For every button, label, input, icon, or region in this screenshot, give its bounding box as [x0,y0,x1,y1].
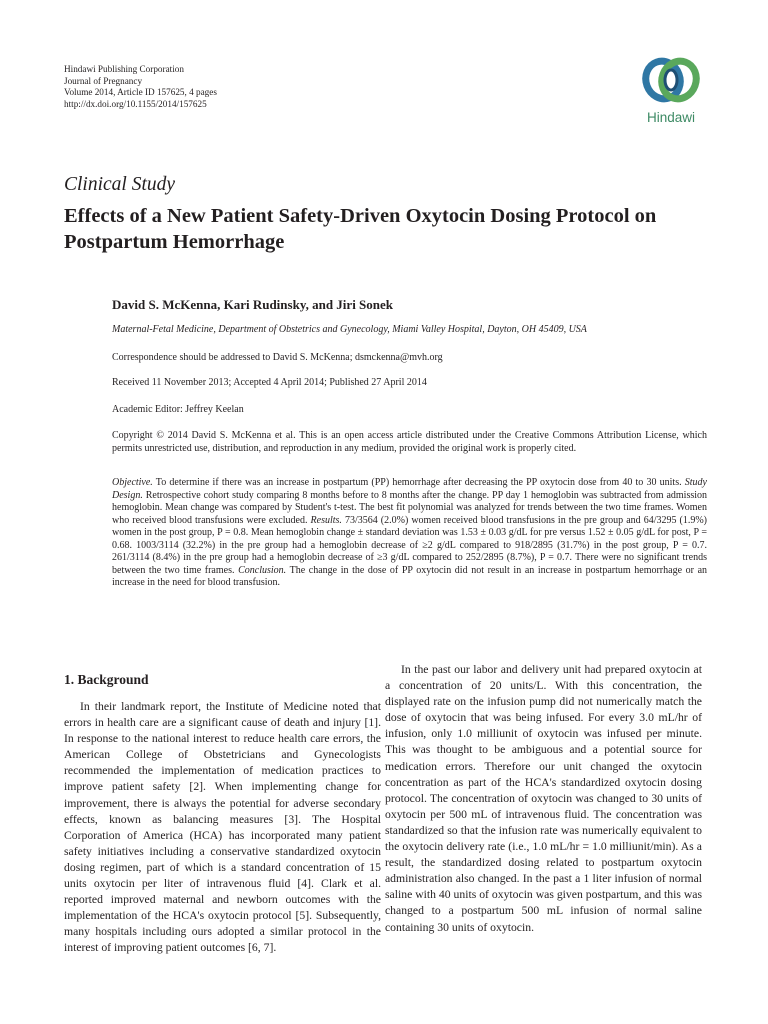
correspondence: Correspondence should be addressed to David S. McKenna; dsmckenna@mvh.org [112,352,443,363]
abstract-objective-label: Objective. [112,477,153,488]
logo-text: Hindawi [646,110,696,125]
abstract-design-label: Study Design. [112,477,707,501]
hindawi-rings-icon [636,52,706,108]
hindawi-logo [636,52,706,142]
affiliation: Maternal-Fetal Medicine, Department of Obstetrics and Gynecology, Miami Valley Hospital, Dayton, OH 45409, USA [112,324,587,335]
abstract-results: 73/3564 (2.0%) women received blood transfusions in the pre group and 64/3295 (1.9%) women in the post group, P = 0.8. Mean hemoglobin change ± standard deviation was 1.53 ± 0.03 g/dL for pre versus 1.52 ± 0.05 g/dL for post, P = 0.68. 1003/3114 (32.2%) in the pre group had a hemoglobin decrease of ≥2 g/dL compared to 918/2895 (31.7%) in the post group, P = 0.7. 261/3114 (8.4%) in the pre group had a hemoglobin decrease of ≥3 g/dL compared to 252/2895 (8.7%), P = 0.7. There were no significant trends between the two time frames. [112,514,708,576]
authors: David S. McKenna, Kari Rudinsky, and Jiri Sonek [112,297,394,312]
academic-editor: Academic Editor: Jeffrey Keelan [112,404,244,415]
section-heading: 1. Background [64,672,149,687]
body-paragraph: In the past our labor and delivery unit had prepared oxytocin at a concentration of 20 units/L. With this concentration, the displayed rate on the infusion pump did not numerically match the dose of oxytocin that was being infused. For every 3.0 mL/hr of infusion, only 1.0 milliunit of oxytocin was infused per minute. This was thought to be ambiguous and a potential source for medication errors. Therefore our unit changed the oxytocin concentration as part of the HCA's standardized oxytocin dosing protocol. The concentration of oxytocin was changed to 30 units of oxytocin per 500 mL of intravenous fluid. The concentration was standardized so that the infusion rate was numerically equivalent to the oxytocin delivery rate (i.e., 1.0 mL/hr = 1.0 milliunit/min). As a result, the standardized dosing related to postpartum oxytocin administration also changed. In the past a 1 liter infusion of normal saline with 40 units of oxytocin was given postpartum, and this was changed to a postpartum 500 mL infusion of normal saline containing 30 units of oxytocin. [385,663,702,934]
body-column-left [64,699,381,957]
body-column-right [385,662,702,936]
abstract-conclusion-label: Conclusion. [238,564,287,576]
abstract-design: Retrospective cohort study comparing 8 months before to 8 months after the change. PP day 1 hemoglobin was subtracted from admission hemoglobin. Mean change was compared by Student's t-test. The best fit polynomial was analyzed for trends between the two time frames. Women who received blood transfusions were excluded. [112,489,707,526]
abstract-conclusion: The change in the dose of PP oxytocin did not result in an increase in postpartum hemorrhage or an increase in the need for blood transfusion. [112,564,708,588]
article-type: Clinical Study [64,174,176,195]
copyright-notice: Copyright © 2014 David S. McKenna et al. This is an open access article distributed under the Creative Commons Attribution License, which permits unrestricted use, distribution, and reproduction in any medium, provided the original work is properly cited. [112,430,707,454]
publication-dates: Received 11 November 2013; Accepted 4 April 2014; Published 27 April 2014 [112,377,427,388]
article-title: Effects of a New Patient Safety-Driven Oxytocin Dosing Protocol on Postpartum Hemorrhage [64,205,657,253]
abstract-objective: To determine if there was an increase in postpartum (PP) hemorrhage after decreasing the PP oxytocin dose from 40 to 30 units. [152,477,685,488]
publication-info [64,64,217,110]
abstract-results-label: Results. [310,514,342,526]
publisher-name: Hindawi Publishing Corporation [64,64,184,74]
journal-name: Journal of Pregnancy [64,75,143,86]
volume-info: Volume 2014, Article ID 157625, 4 pages [64,87,217,98]
doi-link[interactable]: http://dx.doi.org/10.1155/2014/157625 [64,98,207,109]
body-paragraph: In their landmark report, the Institute of Medicine noted that errors in health care are a significant cause of death and injury [1]. In response to the national interest to reduce health care errors, the American College of Obstetricians and Gynecologists recommended the implementation of medication practices to improve patient safety [2]. When implementing change for improvement, there is always the potential for adverse secondary effects, known as balancing measures [3]. The Hospital Corporation of America (HCA) has incorporated many patient safety initiatives including a conservative standardized oxytocin dosing regimen, part of which is a standard concentration of 15 units oxytocin per liter of intravenous fluid [4]. Clark et al. reported improved maternal and newborn outcomes with the implementation of the HCA's oxytocin protocol [5]. Subsequently, many hospitals including ours adopted a similar protocol in the interest of improving patient outcomes [6, 7]. [64,700,381,955]
abstract [112,477,707,590]
